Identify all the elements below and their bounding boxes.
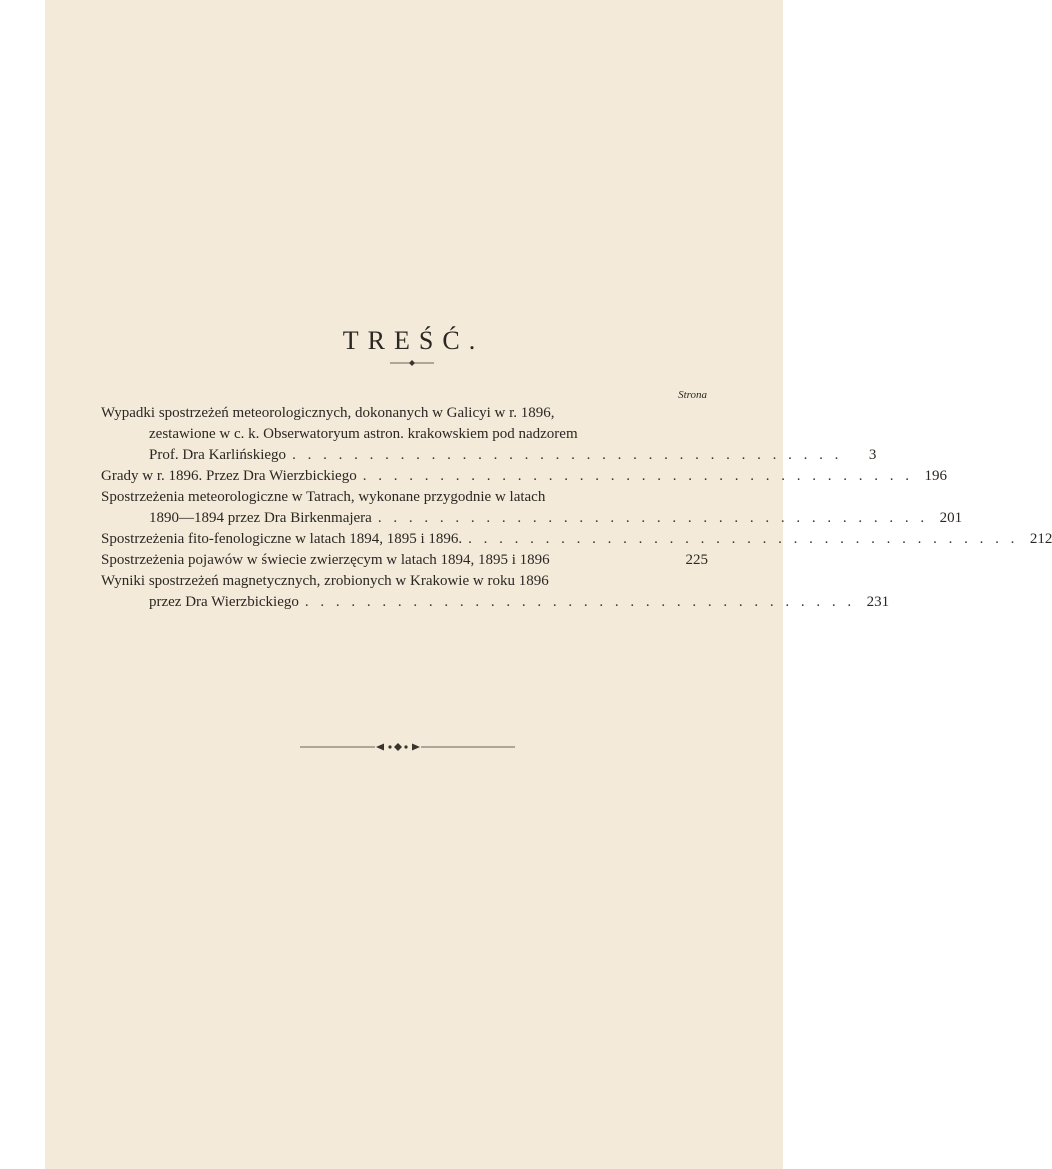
page-column-header: Strona: [678, 389, 707, 401]
toc-entry-line: [101, 424, 708, 445]
table-of-contents: [101, 403, 1052, 613]
toc-entry-line: [101, 466, 947, 487]
divider-ornament: [390, 359, 434, 367]
toc-entry-text: Spostrzeżenia meteorologiczne w Tatrach, wykonane przygodnie w latach: [101, 489, 546, 505]
toc-entry-text: przez Dra Wierzbickiego: [149, 594, 299, 610]
toc-entry: [101, 529, 1052, 550]
toc-page-number: 201: [939, 510, 963, 526]
toc-entry-text: zestawione w c. k. Obserwatoryum astron. krakowskiem pod nadzorem: [149, 426, 578, 442]
toc-entry: [101, 550, 708, 571]
toc-page-number: 225: [685, 552, 708, 568]
toc-entry: [101, 403, 877, 466]
toc-entry-text: Prof. Dra Karlińskiego: [149, 447, 287, 463]
toc-entry-line: [101, 529, 1052, 550]
toc-entry-text: 1890—1894 przez Dra Birkenmajera: [149, 510, 372, 526]
toc-page-number: 3: [868, 447, 877, 463]
dot-leader: . . . . . . . . . . . . . . . . . . . . . . . . . . . . . . . . . . . .: [468, 531, 1019, 547]
toc-page-number: 231: [866, 594, 890, 610]
toc-entry-line: [101, 403, 708, 424]
toc-entry-text: Grady w r. 1896. Przez Dra Wierzbickiego: [101, 468, 357, 484]
toc-entry: [101, 466, 947, 487]
toc-entry-text: Wyniki spostrzeżeń magnetycznych, zrobionych w Krakowie w roku 1896: [101, 573, 549, 589]
toc-page-number: 196: [924, 468, 947, 484]
toc-entry-line: [101, 487, 708, 508]
toc-entry: [101, 571, 890, 613]
dot-leader: . . . . . . . . . . . . . . . . . . . . . . . . . . . . . . . . . . . .: [304, 594, 856, 610]
toc-page-number: 212: [1029, 531, 1052, 547]
toc-entry-text: Spostrzeżenia pojawów w świecie zwierzęcym w latach 1894, 1895 i 1896: [101, 552, 550, 568]
toc-entry-line: [101, 571, 708, 592]
page-title: TREŚĆ.: [342, 326, 485, 356]
toc-entry-line: [101, 508, 963, 529]
toc-entry: [101, 487, 963, 529]
toc-entry-line: [101, 592, 890, 613]
dot-leader: . . . . . . . . . . . . . . . . . . . . . . . . . . . . . . . . . . . .: [377, 510, 929, 526]
toc-entry-line: [101, 445, 877, 466]
end-ornament: [300, 742, 515, 752]
toc-entry-line: [101, 550, 708, 571]
dot-leader: . . . . . . . . . . . . . . . . . . . . . . . . . . . . . . . . . . . .: [292, 447, 843, 463]
toc-entry-text: Wypadki spostrzeżeń meteorologicznych, dokonanych w Galicyi w r. 1896,: [101, 405, 555, 421]
dot-leader: . . . . . . . . . . . . . . . . . . . . . . . . . . . . . . . . . . . .: [362, 468, 913, 484]
toc-entry-text: Spostrzeżenia fito-fenologiczne w latach 1894, 1895 i 1896.: [101, 531, 463, 547]
